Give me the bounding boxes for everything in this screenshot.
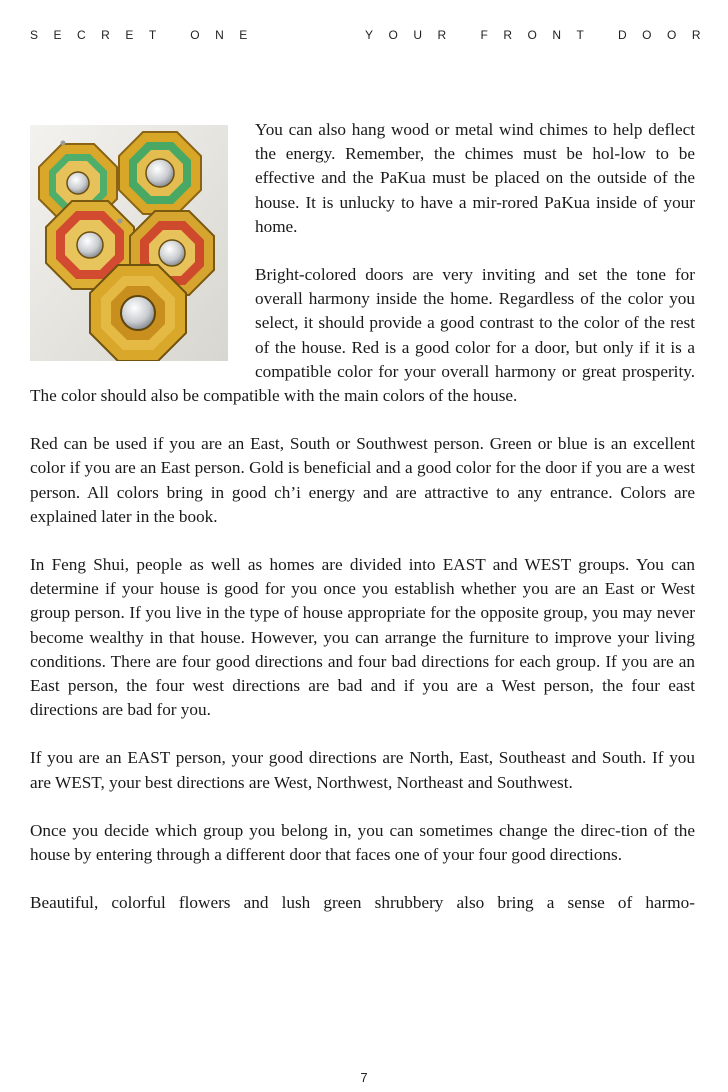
paragraph-door-colors: Bright-colored doors are very inviting and set the tone for overall harmony inside the home. Regardless of the color you select, it should provide a good contrast to the color of the rest of the house. Red is a good color for a door, but only if it is a compatible color for your overall harmony or great prosperity. The color should also be compatible with the main colors of the house. [30,265,695,406]
body-text [30,118,695,939]
paragraph-change-direction: Once you decide which group you belong in, you can sometimes change the direc-tion of the house by entering through a different door that faces one of your four good directions. [30,820,695,865]
paragraph-color-by-person: Red can be used if you are an East, South or Southwest person. Green or blue is an excellent color if you are an East person. Gold is beneficial and a good color for the door if you are a west person. All colors bring in good ch’i energy and are attractive to any entrance. Colors are explained later in the book. [30,434,695,526]
header-chapter-title: YOUR FRONT DOOR [365,28,716,42]
paragraph-east-west-groups: In Feng Shui, people as well as homes are divided into EAST and WEST groups. You can determine if your house is good for you once you establish whether you are an East or West group person. If you live in the type of house appropriate for the opposite group, you may never become wealthy in that house. However, you can arrange the furniture to improve your living conditions. There are four good directions and four bad directions for each group. If you are an East person, the four west directions are bad and if you are a West person, the four east directions are bad for you. [30,555,695,720]
pakua-mirrors-photo [30,125,228,361]
page-number: 7 [360,1070,368,1085]
running-header [30,28,716,46]
paragraph-good-directions: If you are an EAST person, your good directions are North, East, Southeast and South. If you are WEST, your best directions are West, Northwest, Northeast and Southwest. [30,748,695,792]
paragraph-flowers: Beautiful, colorful flowers and lush green shrubbery also bring a sense of harmo- [30,893,695,913]
header-section-title: SECRET ONE [30,28,263,42]
paragraph-wind-chimes: You can also hang wood or metal wind chimes to help deflect the energy. Remember, the chimes must be hol-low to be effective and the PaKua must be placed on the outside of the house. It is unlucky to have a mir-rored PaKua inside of your home. [255,120,695,236]
